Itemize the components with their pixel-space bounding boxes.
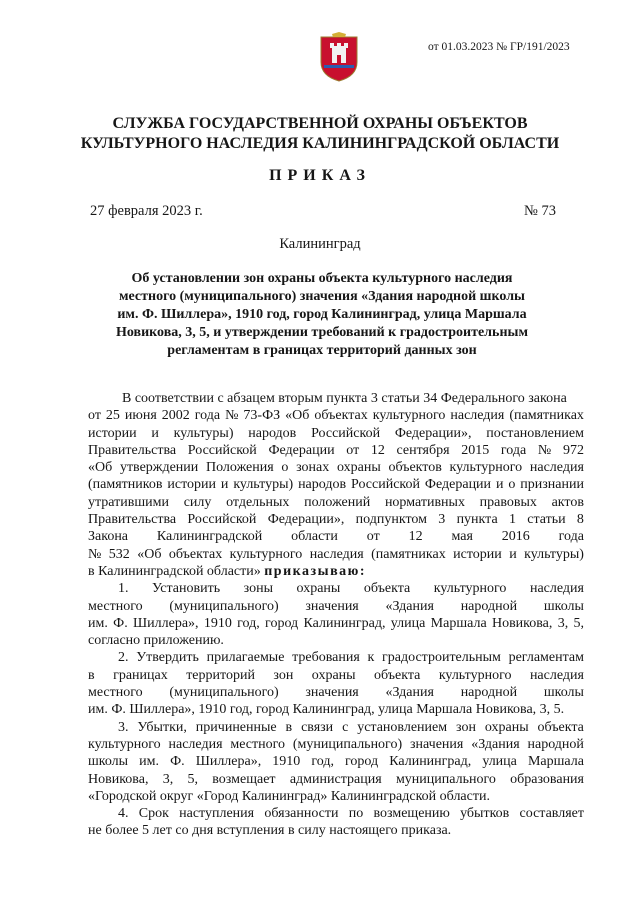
preamble-paragraph [88, 390, 584, 580]
text-line: 4. Срок наступления обязанности по возмещению убытков составляет [118, 806, 584, 822]
text-line: культурного наследия местного (муниципального) значения «Здания народной [88, 736, 584, 752]
text-line: в границах территорий зон охраны объекта культурного наследия [88, 667, 584, 683]
text-line: Новикова, 3, 5, возмещает администрация муниципального образования [88, 771, 584, 787]
text-line: (памятников истории и культуры) народов Российской Федерации и о признании [88, 477, 584, 493]
text-line: истории и культуры) народов Российской Федерации», постановлением [88, 425, 584, 441]
document-city: Калининград [279, 236, 361, 252]
text-line: 2. Утвердить прилагаемые требования к градостроительным регламентам [118, 650, 584, 666]
document-date: 27 февраля 2023 г. [90, 203, 203, 219]
text-line: школы им. Ф. Шиллера», 1910 год, город Калининград, улица Маршала [88, 754, 584, 770]
title-line: регламентам в границах территорий данных зон [167, 343, 477, 358]
text-line: Правительства Российской Федерации», подпунктом 3 пункта 1 статьи 8 [88, 512, 584, 528]
order-item-4 [88, 805, 584, 840]
registration-number: от 01.03.2023 № ГР/191/2023 [428, 41, 570, 53]
text-line: не более 5 лет со дня вступления в силу настоящего приказа. [88, 823, 452, 839]
order-item-2 [88, 649, 584, 718]
organization-name-line: КУЛЬТУРНОГО НАСЛЕДИЯ КАЛИНИНГРАДСКОЙ ОБЛАСТИ [80, 135, 560, 152]
document-body [88, 390, 584, 840]
text-line: В соответствии с абзацем вторым пункта 3 статьи 34 Федерального закона [122, 391, 567, 406]
text-line: согласно приложению. [88, 633, 224, 649]
order-item-3 [88, 719, 584, 805]
document-number: № 73 [524, 203, 556, 219]
organization-name [60, 114, 580, 154]
text-line: им. Ф. Шиллера», 1910 год, город Калининград, улица Маршала Новикова, 3, 5, [88, 615, 584, 631]
order-item-1 [88, 580, 584, 649]
text-line: утратившими силу отдельных положений нормативных правовых актов [88, 494, 584, 510]
text-line: № 532 «Об объектах культурного наследия (памятниках истории и культуры) [88, 546, 584, 562]
text-line: местного (муниципального) значения «Здания народной школы [88, 598, 584, 614]
text-line: «Об утверждении Положения о зонах охраны объектов культурного наследия [88, 460, 584, 476]
preamble-ending: в Калининградской области» [88, 563, 261, 579]
order-word: приказываю: [264, 563, 366, 579]
text-line: 3. Убытки, причиненные в связи с установлением зон охраны объекта [118, 719, 584, 735]
coat-of-arms-emblem [320, 32, 358, 82]
text-line: им. Ф. Шиллера», 1910 год, город Калининград, улица Маршала Новикова, 3, 5. [88, 702, 565, 718]
title-line: им. Ф. Шиллера», 1910 год, город Калининград, улица Маршала [117, 307, 527, 322]
text-line-final [88, 563, 584, 580]
text-line: 1. Установить зоны охраны объекта культурного наследия [118, 581, 584, 597]
title-line: Новикова, 3, 5, и утверждении требований к градостроительным [116, 325, 528, 340]
title-line: местного (муниципального) значения «Здания народной школы [119, 289, 525, 304]
text-line: «Городской округ «Город Калининград» Калининградской области. [88, 788, 490, 804]
document-type: ПРИКАЗ [269, 167, 371, 184]
text-line: Правительства Российской Федерации от 12 сентября 2015 года № 972 [88, 442, 584, 458]
text-line: от 25 июня 2002 года № 73-ФЗ «Об объектах культурного наследия (памятниках [88, 408, 584, 424]
text-line: местного (муниципального) значения «Здания народной школы [88, 685, 584, 701]
organization-name-line: СЛУЖБА ГОСУДАРСТВЕННОЙ ОХРАНЫ ОБЪЕКТОВ [112, 115, 528, 132]
title-line: Об установлении зон охраны объекта культурного наследия [131, 271, 513, 286]
document-title [90, 270, 554, 360]
text-line: Закона Калининградской области от 12 мая 2016 года [88, 529, 584, 545]
